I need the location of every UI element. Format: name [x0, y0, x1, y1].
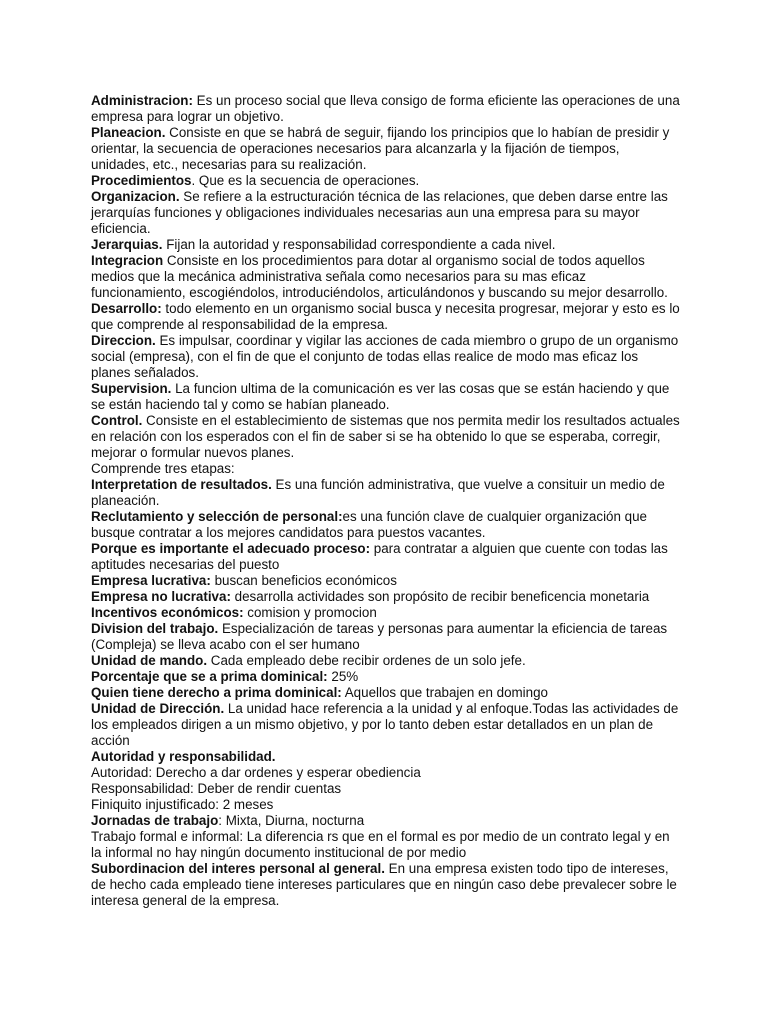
entry-term: Desarrollo: [91, 301, 162, 316]
entry-term: Porque es importante el adecuado proceso: [91, 541, 371, 556]
entry-text: Cada empleado debe recibir ordenes de un solo jefe. [207, 653, 526, 668]
entry-term: Empresa no lucrativa: [91, 589, 231, 604]
document-page [91, 93, 681, 909]
entry-term: Integracion [91, 253, 164, 268]
entry-control [91, 413, 681, 461]
entry-text: Consiste en los procedimientos para dotar al organismo social de todos aquellos medios que la mecánica administrativa señala como necesarios para su mas eficaz funcionamiento, escogiéndolos, introduciéndolos, articulándonos y buscando su mejor desarrollo. [91, 253, 668, 300]
entry-text: Consiste en que se habrá de seguir, fijando los principios que lo habían de presidir y orientar, la secuencia de operaciones necesarios para alcanzarla y la fijación de tiempos, unidades, etc., necesarias para su realización. [91, 125, 670, 172]
entry-term: Division del trabajo. [91, 621, 219, 636]
entry-text: Consiste en el establecimiento de sistemas que nos permita medir los resultados actuales en relación con los esperados con el fin de saber si se ha obtenido lo que se esperaba, corregir, mejorar o formular nuevos planes. [91, 413, 680, 460]
entry-empresa-lucrativa [91, 573, 681, 589]
entry-term: Interpretation de resultados. [91, 477, 272, 492]
entry-term: Unidad de Dirección. [91, 701, 225, 716]
entry-supervision [91, 381, 681, 413]
entry-desarrollo [91, 301, 681, 333]
entry-text: Es un proceso social que lleva consigo de forma eficiente las operaciones de una empresa para lograr un objetivo. [91, 93, 680, 124]
entry-term: Jerarquias. [91, 237, 163, 252]
entry-text: 25% [327, 669, 359, 684]
entry-text: comision y promocion [243, 605, 377, 620]
entry-term: Quien tiene derecho a prima dominical: [91, 685, 342, 700]
entry-term: Subordinacion del interes personal al general. [91, 861, 385, 876]
entry-term: Autoridad y responsabilidad. [91, 749, 276, 764]
entry-trabajo-formal [91, 829, 681, 861]
entry-integracion [91, 253, 681, 301]
entry-term: Empresa lucrativa: [91, 573, 211, 588]
entry-term: Direccion. [91, 333, 156, 348]
entry-term: Incentivos económicos: [91, 605, 244, 620]
entry-porcentaje-prima [91, 669, 681, 685]
entry-comprende [91, 461, 681, 477]
entry-text: Es impulsar, coordinar y vigilar las acciones de cada miembro o grupo de un organismo social (empresa), con el fin de que el conjunto de todas ellas realice de modo mas eficaz los planes señalados. [91, 333, 679, 380]
entry-responsabilidad [91, 781, 681, 797]
entry-term: Unidad de mando. [91, 653, 208, 668]
entry-reclutamiento [91, 509, 681, 541]
entry-autoridad-responsabilidad [91, 749, 681, 765]
entry-text: buscan beneficios económicos [210, 573, 397, 588]
entry-text: Aquellos que trabajen en domingo [341, 685, 548, 700]
entry-text: Autoridad: Derecho a dar ordenes y esperar obediencia [91, 765, 421, 780]
entry-term: Jornadas de trabajo [91, 813, 219, 828]
entry-text: Comprende tres etapas: [91, 461, 235, 476]
entry-interpretation [91, 477, 681, 509]
entry-text: Especialización de tareas y personas para aumentar la eficiencia de tareas (Compleja) se lleva acabo con el ser humano [91, 621, 668, 652]
entry-unidad-direccion [91, 701, 681, 749]
entry-jornadas [91, 813, 681, 829]
entry-text: Finiquito injustificado: 2 meses [91, 797, 274, 812]
entry-text: es una función clave de cualquier organización que busque contratar a los mejores candidatos para puestos vacantes. [91, 509, 648, 540]
entry-unidad-mando [91, 653, 681, 669]
entry-autoridad [91, 765, 681, 781]
entry-term: Control. [91, 413, 143, 428]
entry-subordinacion [91, 861, 681, 909]
entry-organizacion [91, 189, 681, 237]
entry-direccion [91, 333, 681, 381]
entry-text: Responsabilidad: Deber de rendir cuentas [91, 781, 342, 796]
entry-finiquito [91, 797, 681, 813]
entry-text: todo elemento en un organismo social busca y necesita progresar, mejorar y esto es lo que comprende al responsabilidad de la empresa. [91, 301, 680, 332]
entry-text: La unidad hace referencia a la unidad y al enfoque.Todas las actividades de los empleados dirigen a un mismo objetivo, y por lo tanto deben estar detallados en un plan de acción [91, 701, 679, 748]
entry-adecuado-proceso [91, 541, 681, 573]
entry-text: La funcion ultima de la comunicación es ver las cosas que se están haciendo y que se están haciendo tal y como se habían planeado. [91, 381, 670, 412]
entry-term: Organizacion. [91, 189, 180, 204]
entry-term: Administracion: [91, 93, 193, 108]
entry-incentivos [91, 605, 681, 621]
entry-term: Planeacion. [91, 125, 166, 140]
entry-text: Es una función administrativa, que vuelve a consituir un medio de planeación. [91, 477, 665, 508]
entry-text: Trabajo formal e informal: La diferencia rs que en el formal es por medio de un contrato legal y en la informal no hay ningún documento institucional de por medio [91, 829, 670, 860]
entry-term: Supervision. [91, 381, 172, 396]
entry-administracion [91, 93, 681, 125]
entry-empresa-no-lucrativa [91, 589, 681, 605]
entry-text: Se refiere a la estructuración técnica de las relaciones, que deben darse entre las jerarquías funciones y obligaciones individuales necesarias aun una empresa para su mayor eficiencia. [91, 189, 668, 236]
entry-derecho-prima [91, 685, 681, 701]
entry-text: : Mixta, Diurna, nocturna [218, 813, 365, 828]
entry-jerarquias [91, 237, 681, 253]
entry-text: . Que es la secuencia de operaciones. [191, 173, 420, 188]
entry-text: En una empresa existen todo tipo de intereses, de hecho cada empleado tiene intereses particulares que en ningún caso debe prevalecer sobre le interesa general de la empresa. [91, 861, 677, 908]
entry-division-trabajo [91, 621, 681, 653]
entry-term: Porcentaje que se a prima dominical: [91, 669, 328, 684]
entry-term: Procedimientos [91, 173, 192, 188]
entry-text: desarrolla actividades son propósito de recibir beneficencia monetaria [230, 589, 650, 604]
entry-text: para contratar a alguien que cuente con todas las aptitudes necesarias del puesto [91, 541, 668, 572]
entry-procedimientos [91, 173, 681, 189]
entry-planeacion [91, 125, 681, 173]
entry-text: Fijan la autoridad y responsabilidad correspondiente a cada nivel. [162, 237, 556, 252]
entry-term: Reclutamiento y selección de personal: [91, 509, 343, 524]
